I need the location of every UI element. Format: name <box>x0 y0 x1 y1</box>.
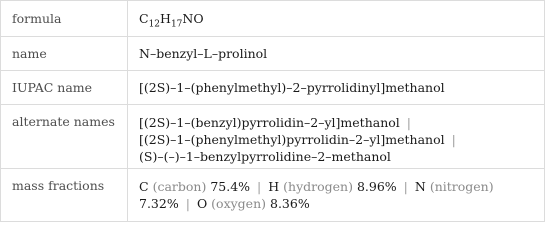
formula-h: H <box>160 11 171 26</box>
alternate-names-row <box>1 105 545 169</box>
element-fraction: 7.32% <box>139 196 179 211</box>
separator: | <box>257 179 262 194</box>
name-value: N–benzyl–L–prolinol <box>128 37 545 71</box>
formula-value <box>128 1 545 37</box>
formula-label: formula <box>1 1 128 37</box>
iupac-label: IUPAC name <box>1 71 128 105</box>
element-name: (oxygen) <box>211 196 267 211</box>
element-fraction: 8.96% <box>356 179 397 194</box>
name-label: name <box>1 37 128 71</box>
alternate-name: [(2S)–1–(benzyl)pyrrolidin–2–yl]methanol <box>139 115 400 130</box>
separator: | <box>403 179 408 194</box>
alternate-name: (S)–(–)–1–benzylpyrrolidine–2–methanol <box>139 149 391 164</box>
element-fraction: 8.36% <box>270 196 310 211</box>
element-symbol: H <box>268 179 280 194</box>
alternate-name-line-2 <box>139 131 536 148</box>
formula-h-sub: 17 <box>170 19 183 30</box>
iupac-row <box>1 71 545 105</box>
mass-fractions-line-2 <box>139 195 536 212</box>
alternate-name: [(2S)–1–(phenylmethyl)pyrrolidin–2–yl]methanol <box>139 132 445 147</box>
element-symbol: C <box>139 179 149 194</box>
formula-row <box>1 1 545 37</box>
mass-fractions-label: mass fractions <box>1 169 128 222</box>
formula-no: NO <box>182 11 204 26</box>
mass-fractions-value <box>128 169 545 222</box>
separator: | <box>185 196 190 211</box>
iupac-value: [(2S)–1–(phenylmethyl)–2–pyrrolidinyl]methanol <box>128 71 545 105</box>
element-fraction: 75.4% <box>210 179 251 194</box>
element-name: (carbon) <box>152 179 207 194</box>
element-symbol: O <box>196 196 208 211</box>
separator: | <box>451 132 456 147</box>
alternate-names-value <box>128 105 545 169</box>
formula-c: C <box>139 11 149 26</box>
element-symbol: N <box>414 179 426 194</box>
alternate-names-label: alternate names <box>1 105 128 169</box>
alternate-name-line-1 <box>139 114 536 131</box>
element-name: (hydrogen) <box>283 179 353 194</box>
separator: | <box>406 115 411 130</box>
alternate-name-line-3 <box>139 148 536 165</box>
element-name: (nitrogen) <box>429 179 494 194</box>
mass-fractions-row <box>1 169 545 222</box>
name-row <box>1 37 545 71</box>
mass-fractions-line-1 <box>139 178 536 195</box>
formula-c-sub: 12 <box>148 19 161 30</box>
